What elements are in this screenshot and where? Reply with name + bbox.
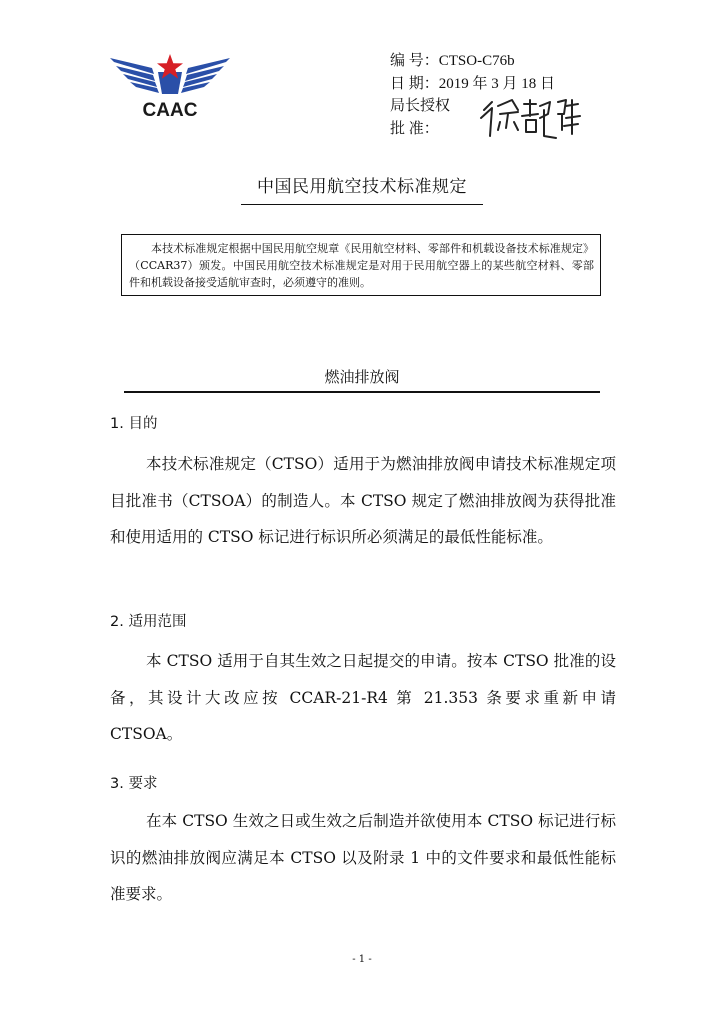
caac-emblem-icon <box>108 52 232 122</box>
title-underline <box>241 204 483 205</box>
approver-signature <box>478 96 583 142</box>
document-date: 2019 年 3 月 18 日 <box>438 75 556 92</box>
section-heading-scope: 2. 适用范围 <box>110 614 187 630</box>
page-number: - 1 - <box>352 954 372 965</box>
notice-box: 本技术标准规定根据中国民用航空规章《民用航空材料、零部件和机载设备技术标准规定》（CCAR37）颁发。中国民用航空技术标准规定是对用于民用航空器上的某些航空材料、零部件和机载设备接受适航审查时，必须遵守的准则。 <box>121 234 601 296</box>
document-title: 中国民用航空技术标准规定 <box>257 177 467 197</box>
signature-icon <box>478 96 583 142</box>
approval-label: 批 准： <box>390 120 439 137</box>
document-number-row <box>390 50 555 73</box>
authorization-label: 局长授权 <box>390 98 451 114</box>
caac-logo <box>108 52 232 122</box>
subject-title: 燃油排放阀 <box>324 368 400 386</box>
section-heading-purpose: 1. 目的 <box>110 416 158 432</box>
section-body-requirements: 在本 CTSO 生效之日或生效之后制造并欲使用本 CTSO 标记进行标识的燃油排放阀应满足本 CTSO 以及附录 1 中的文件要求和最低性能标准要求。 <box>110 812 616 903</box>
logo-wordmark: CAAC <box>142 100 198 121</box>
document-number: CTSO-C76b <box>438 53 515 69</box>
document-date-row <box>390 73 555 96</box>
document-number-label: 编 号： <box>390 53 439 69</box>
section-body-scope: 本 CTSO 适用于自其生效之日起提交的申请。按本 CTSO 批准的设备，其设计大改应按 CCAR-21-R4 第 21.353 条要求重新申请 CTSOA。 <box>110 652 616 743</box>
section-body-purpose: 本技术标准规定（CTSO）适用于为燃油排放阀申请技术标准规定项目批准书（CTSOA）的制造人。本 CTSO 规定了燃油排放阀为获得批准和使用适用的 CTSO 标记进行标识所必须满足的最低性能标准。 <box>110 455 616 546</box>
subject-divider <box>124 391 600 393</box>
section-heading-requirements: 3. 要求 <box>110 776 158 792</box>
document-date-label: 日 期： <box>390 75 439 92</box>
